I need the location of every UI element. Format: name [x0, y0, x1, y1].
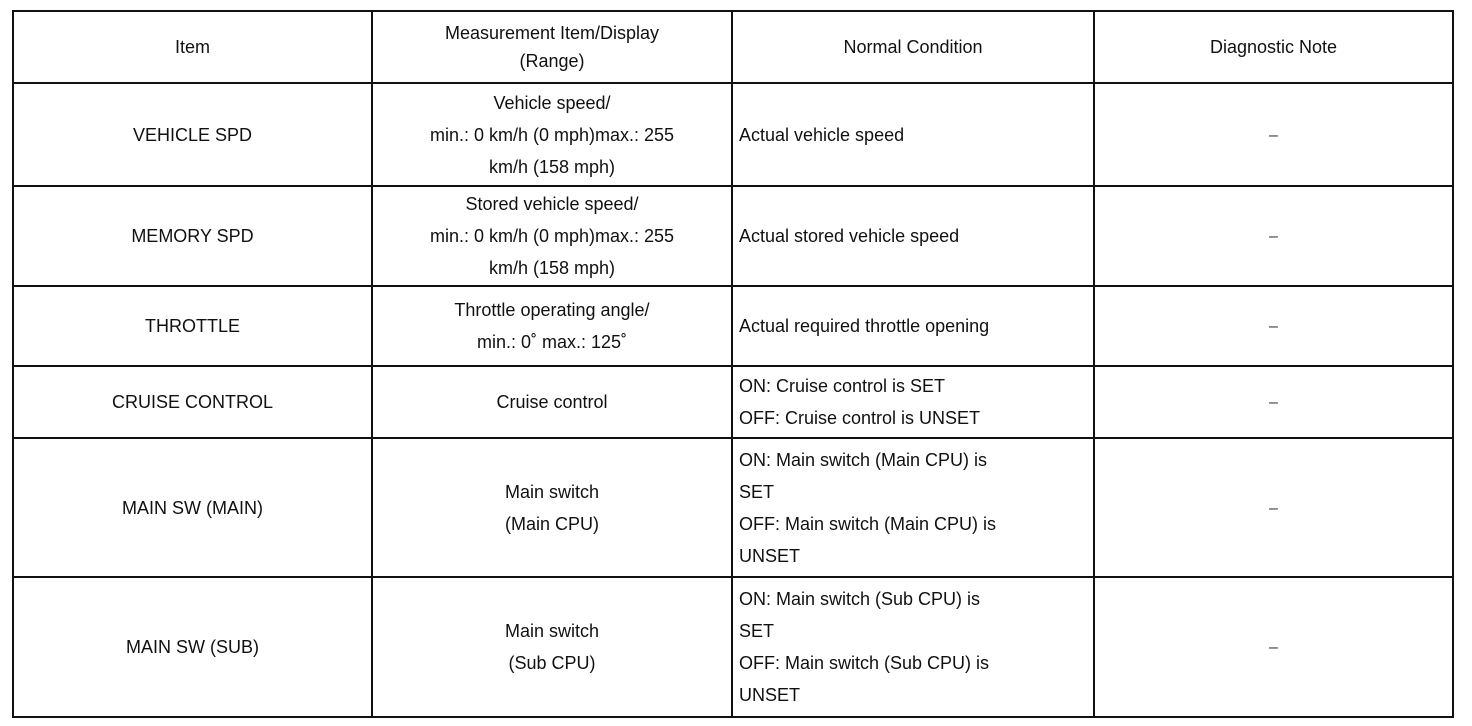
cell-item — [13, 438, 372, 577]
table-row — [13, 286, 1453, 366]
diagnostic-table — [12, 10, 1454, 718]
header-normal-condition-label: Normal Condition — [843, 37, 983, 57]
header-normal-condition — [732, 11, 1094, 83]
cell-measurement — [372, 366, 732, 438]
cell-normal-condition — [732, 366, 1094, 438]
cell-item — [13, 577, 372, 717]
diagnostic-note-value: – — [1269, 318, 1278, 335]
header-measurement — [372, 11, 732, 83]
normal-condition-line: UNSET — [739, 545, 801, 566]
normal-condition-line: OFF: Main switch (Main CPU) is — [739, 513, 997, 534]
normal-condition-line: Actual vehicle speed — [739, 124, 905, 145]
cell-normal-condition — [732, 83, 1094, 186]
measurement-line: min.: 0 km/h (0 mph)max.: 255 — [429, 124, 675, 145]
measurement-line: min.: 0 km/h (0 mph)max.: 255 — [429, 226, 675, 246]
measurement-line: Throttle operating angle/ — [454, 300, 650, 320]
diagnostic-note-value: – — [1269, 499, 1278, 517]
item-name: MAIN SW (MAIN) — [122, 497, 263, 518]
item-name: MAIN SW (SUB) — [126, 637, 259, 657]
normal-condition-line: OFF: Cruise control is UNSET — [739, 408, 981, 428]
measurement-line: km/h (158 mph) — [488, 156, 616, 177]
measurement-line: min.: 0˚ max.: 125˚ — [476, 332, 628, 352]
normal-condition-line: ON: Main switch (Sub CPU) is — [739, 589, 981, 609]
normal-condition-line: UNSET — [739, 685, 801, 705]
header-measurement-line2: (Range) — [519, 51, 585, 71]
cell-measurement — [372, 577, 732, 717]
cell-diagnostic-note — [1094, 186, 1453, 286]
header-item-label: Item — [174, 37, 210, 57]
item-name: MEMORY SPD — [131, 226, 254, 246]
cell-item — [13, 366, 372, 438]
item-name: VEHICLE SPD — [132, 124, 253, 145]
measurement-line: Main switch — [504, 621, 600, 641]
cell-item — [13, 83, 372, 186]
cell-diagnostic-note — [1094, 438, 1453, 577]
cell-normal-condition — [732, 286, 1094, 366]
measurement-line: (Sub CPU) — [508, 653, 596, 673]
normal-condition-line: ON: Main switch (Main CPU) is — [739, 449, 988, 470]
normal-condition-line: OFF: Main switch (Sub CPU) is — [739, 653, 990, 673]
normal-condition-line: ON: Cruise control is SET — [739, 376, 946, 396]
header-measurement-line1: Measurement Item/Display — [444, 23, 660, 43]
table-row — [13, 186, 1453, 286]
table-row — [13, 366, 1453, 438]
diagnostic-note-value: – — [1269, 394, 1278, 411]
measurement-line: (Main CPU) — [504, 513, 599, 534]
cell-measurement — [372, 438, 732, 577]
table-row — [13, 83, 1453, 186]
cell-diagnostic-note — [1094, 83, 1453, 186]
cell-diagnostic-note — [1094, 366, 1453, 438]
measurement-line: Vehicle speed/ — [493, 92, 611, 113]
diagnostic-note-value: – — [1269, 228, 1278, 245]
cell-normal-condition — [732, 186, 1094, 286]
header-diagnostic-note-label: Diagnostic Note — [1209, 37, 1338, 57]
header-diagnostic-note — [1094, 11, 1453, 83]
diagnostic-note-value: – — [1269, 126, 1278, 144]
table-row — [13, 438, 1453, 577]
item-name: CRUISE CONTROL — [111, 392, 273, 412]
cell-measurement — [372, 286, 732, 366]
diagnostic-note-value: – — [1269, 639, 1278, 656]
normal-condition-line: Actual stored vehicle speed — [739, 226, 960, 246]
measurement-line: km/h (158 mph) — [488, 258, 616, 278]
table-header-row — [13, 11, 1453, 83]
measurement-line: Cruise control — [496, 392, 608, 412]
cell-measurement — [372, 186, 732, 286]
normal-condition-line: SET — [739, 481, 775, 502]
cell-normal-condition — [732, 438, 1094, 577]
measurement-line: Main switch — [504, 481, 600, 502]
normal-condition-line: Actual required throttle opening — [739, 316, 990, 336]
normal-condition-line: SET — [739, 621, 775, 641]
measurement-line: Stored vehicle speed/ — [465, 194, 639, 214]
cell-item — [13, 186, 372, 286]
cell-item — [13, 286, 372, 366]
header-item — [13, 11, 372, 83]
cell-measurement — [372, 83, 732, 186]
cell-diagnostic-note — [1094, 577, 1453, 717]
cell-normal-condition — [732, 577, 1094, 717]
cell-diagnostic-note — [1094, 286, 1453, 366]
item-name: THROTTLE — [144, 316, 240, 336]
table-row — [13, 577, 1453, 717]
